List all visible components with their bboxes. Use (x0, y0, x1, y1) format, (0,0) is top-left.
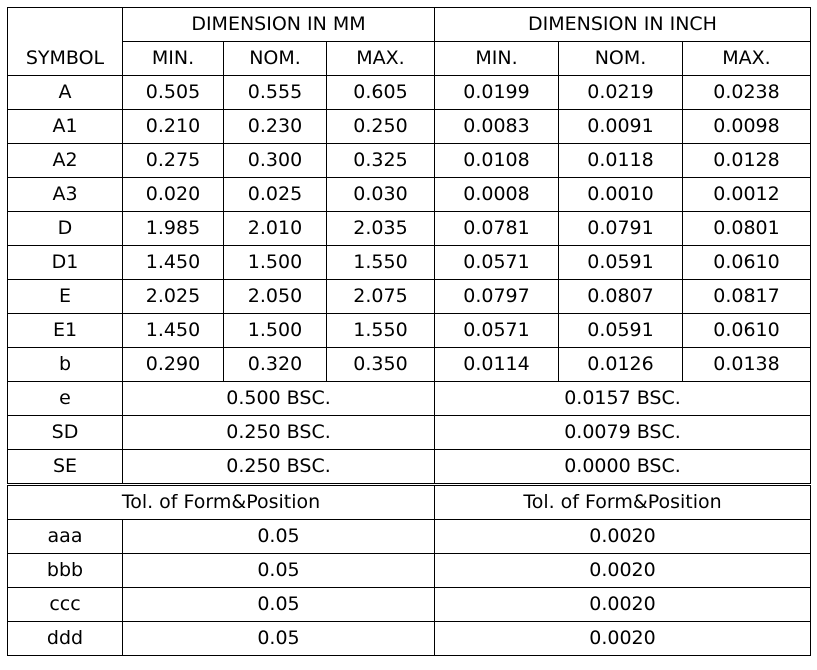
header-inch-nom: NOM. (559, 42, 683, 76)
inch-min-cell: 0.0797 (435, 280, 559, 314)
dimension-row (8, 212, 811, 246)
inch-max-cell: 0.0128 (683, 144, 811, 178)
inch-nom-cell: 0.0126 (559, 348, 683, 382)
mm-max-cell: 0.350 (327, 348, 435, 382)
inch-nom-cell: 0.0118 (559, 144, 683, 178)
header-blank-cell (8, 8, 123, 42)
header-symbol: SYMBOL (8, 42, 123, 76)
mm-max-cell: 0.250 (327, 110, 435, 144)
symbol-cell: E1 (8, 314, 123, 348)
header-inch-group: DIMENSION IN INCH (435, 8, 811, 42)
mm-nom-cell: 1.500 (224, 314, 327, 348)
symbol-cell: bbb (8, 554, 123, 588)
dimension-row (8, 348, 811, 382)
inch-min-cell: 0.0108 (435, 144, 559, 178)
symbol-cell: A1 (8, 110, 123, 144)
inch-bsc-cell: 0.0157 BSC. (435, 382, 811, 416)
header-inch-min: MIN. (435, 42, 559, 76)
symbol-cell: D1 (8, 246, 123, 280)
symbol-cell: SE (8, 450, 123, 485)
inch-max-cell: 0.0138 (683, 348, 811, 382)
mm-nom-cell: 0.555 (224, 76, 327, 110)
inch-max-cell: 0.0817 (683, 280, 811, 314)
tolerance-row (8, 622, 811, 656)
mm-min-cell: 1.450 (123, 246, 224, 280)
tolerance-row (8, 588, 811, 622)
dimension-row (8, 246, 811, 280)
mm-max-cell: 0.605 (327, 76, 435, 110)
symbol-cell: A (8, 76, 123, 110)
mm-min-cell: 1.985 (123, 212, 224, 246)
inch-nom-cell: 0.0807 (559, 280, 683, 314)
mm-max-cell: 2.075 (327, 280, 435, 314)
mm-tolerance-cell: 0.05 (123, 554, 435, 588)
inch-nom-cell: 0.0591 (559, 246, 683, 280)
bsc-row (8, 382, 811, 416)
mm-min-cell: 0.020 (123, 178, 224, 212)
tolerance-header-inch: Tol. of Form&Position (435, 485, 811, 520)
mm-min-cell: 0.505 (123, 76, 224, 110)
mm-max-cell: 0.325 (327, 144, 435, 178)
symbol-cell: e (8, 382, 123, 416)
header-row-groups (8, 8, 811, 42)
inch-bsc-cell: 0.0079 BSC. (435, 416, 811, 450)
header-mm-nom: NOM. (224, 42, 327, 76)
tolerance-row (8, 554, 811, 588)
mm-min-cell: 0.275 (123, 144, 224, 178)
mm-nom-cell: 0.025 (224, 178, 327, 212)
dimension-row (8, 178, 811, 212)
inch-bsc-cell: 0.0000 BSC. (435, 450, 811, 485)
mm-min-cell: 2.025 (123, 280, 224, 314)
inch-min-cell: 0.0199 (435, 76, 559, 110)
symbol-cell: A3 (8, 178, 123, 212)
mm-min-cell: 0.210 (123, 110, 224, 144)
mm-tolerance-cell: 0.05 (123, 520, 435, 554)
inch-tolerance-cell: 0.0020 (435, 554, 811, 588)
mm-min-cell: 1.450 (123, 314, 224, 348)
symbol-cell: aaa (8, 520, 123, 554)
inch-min-cell: 0.0008 (435, 178, 559, 212)
dimension-row (8, 144, 811, 178)
symbol-cell: b (8, 348, 123, 382)
inch-nom-cell: 0.0091 (559, 110, 683, 144)
mm-nom-cell: 1.500 (224, 246, 327, 280)
mm-max-cell: 0.030 (327, 178, 435, 212)
mm-bsc-cell: 0.250 BSC. (123, 450, 435, 485)
inch-min-cell: 0.0083 (435, 110, 559, 144)
mm-nom-cell: 0.230 (224, 110, 327, 144)
inch-max-cell: 0.0801 (683, 212, 811, 246)
mm-nom-cell: 2.010 (224, 212, 327, 246)
dimension-row (8, 76, 811, 110)
mm-nom-cell: 0.300 (224, 144, 327, 178)
inch-tolerance-cell: 0.0020 (435, 588, 811, 622)
inch-max-cell: 0.0238 (683, 76, 811, 110)
inch-tolerance-cell: 0.0020 (435, 622, 811, 656)
symbol-cell: D (8, 212, 123, 246)
dimension-row (8, 280, 811, 314)
inch-min-cell: 0.0571 (435, 314, 559, 348)
header-inch-max: MAX. (683, 42, 811, 76)
mm-nom-cell: 2.050 (224, 280, 327, 314)
tolerance-row (8, 520, 811, 554)
inch-nom-cell: 0.0791 (559, 212, 683, 246)
inch-nom-cell: 0.0010 (559, 178, 683, 212)
tolerance-header-row (8, 485, 811, 520)
inch-max-cell: 0.0098 (683, 110, 811, 144)
mm-max-cell: 1.550 (327, 246, 435, 280)
header-mm-min: MIN. (123, 42, 224, 76)
inch-max-cell: 0.0610 (683, 246, 811, 280)
mm-max-cell: 1.550 (327, 314, 435, 348)
mm-max-cell: 2.035 (327, 212, 435, 246)
header-row-columns (8, 42, 811, 76)
symbol-cell: SD (8, 416, 123, 450)
dimension-row (8, 314, 811, 348)
mm-tolerance-cell: 0.05 (123, 622, 435, 656)
mm-bsc-cell: 0.500 BSC. (123, 382, 435, 416)
bsc-row (8, 416, 811, 450)
inch-min-cell: 0.0114 (435, 348, 559, 382)
mm-bsc-cell: 0.250 BSC. (123, 416, 435, 450)
symbol-cell: A2 (8, 144, 123, 178)
header-mm-max: MAX. (327, 42, 435, 76)
tolerance-header-mm: Tol. of Form&Position (8, 485, 435, 520)
mm-nom-cell: 0.320 (224, 348, 327, 382)
inch-nom-cell: 0.0591 (559, 314, 683, 348)
bsc-row (8, 450, 811, 485)
symbol-cell: E (8, 280, 123, 314)
inch-min-cell: 0.0571 (435, 246, 559, 280)
inch-max-cell: 0.0012 (683, 178, 811, 212)
dimension-table (7, 7, 811, 656)
inch-tolerance-cell: 0.0020 (435, 520, 811, 554)
inch-min-cell: 0.0781 (435, 212, 559, 246)
inch-max-cell: 0.0610 (683, 314, 811, 348)
dimension-row (8, 110, 811, 144)
header-mm-group: DIMENSION IN MM (123, 8, 435, 42)
symbol-cell: ddd (8, 622, 123, 656)
mm-tolerance-cell: 0.05 (123, 588, 435, 622)
inch-nom-cell: 0.0219 (559, 76, 683, 110)
symbol-cell: ccc (8, 588, 123, 622)
mm-min-cell: 0.290 (123, 348, 224, 382)
